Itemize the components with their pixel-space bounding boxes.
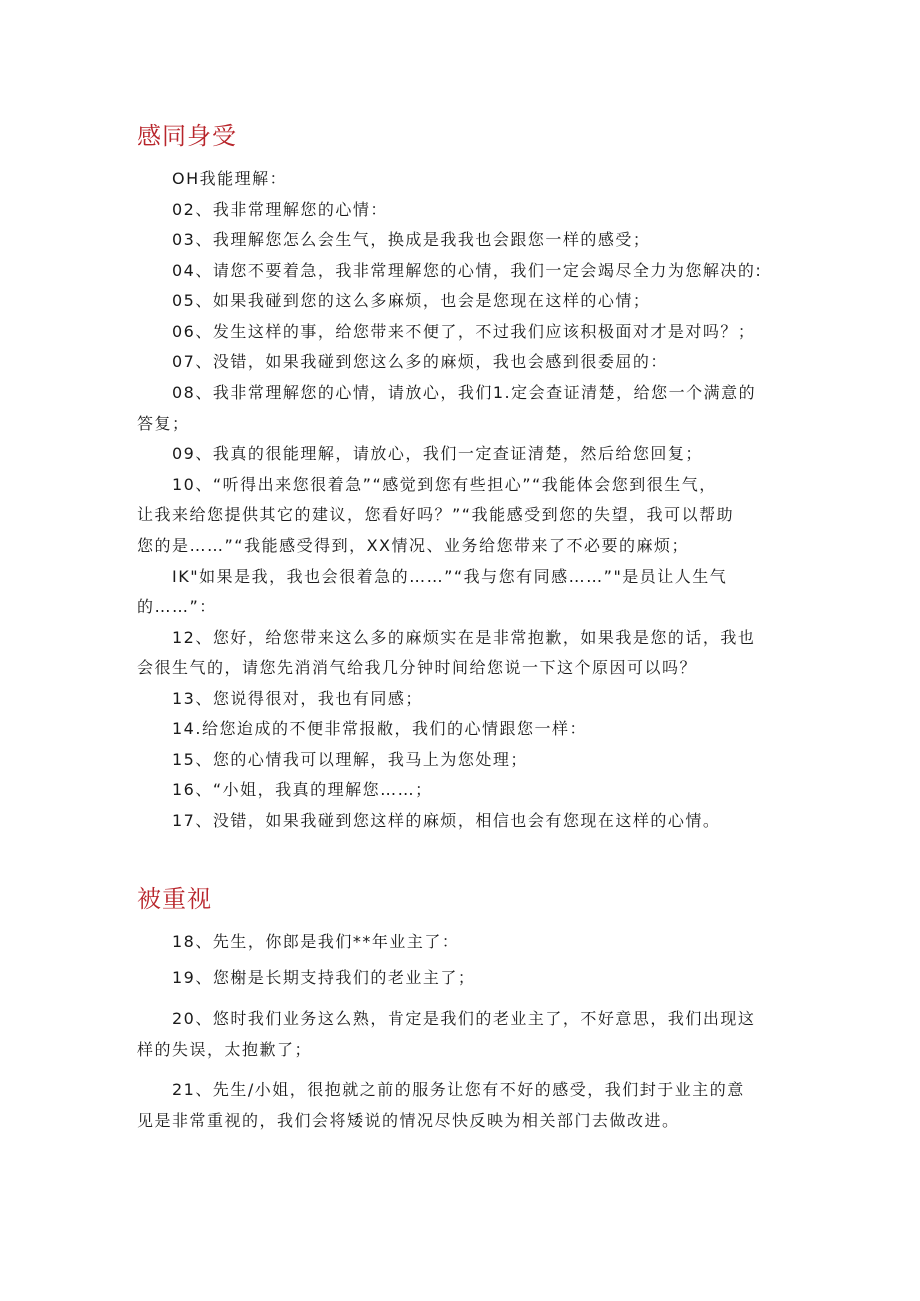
text-line: 您的是……”“我能感受得到，XX情况、业务给您带来了不必要的麻烦；	[137, 536, 690, 555]
text-line: 08、我非常理解您的心情，请放心，我们1.定会查证清楚，给您一个满意的	[172, 383, 757, 402]
text-line: 见是非常重视的，我们会将矮说的情况尽快反映为相关部门去做改进。	[137, 1111, 680, 1130]
text-line: 19、您榭是长期支持我们的老业主了；	[172, 968, 476, 987]
text-line: 答复；	[137, 414, 190, 433]
text-line: 让我来给您提供其它的建议，您看好吗？”“我能感受到您的失望，我可以帮助	[137, 505, 735, 524]
text-line: 04、请您不要着急，我非常理解您的心情，我们一定会竭尽全力为您解决的:	[172, 261, 763, 280]
section-heading-empathy: 感同身受	[137, 122, 237, 150]
text-line: 02、我非常理解您的心情：	[172, 200, 388, 219]
text-line: 12、您好，给您带来这么多的麻烦实在是非常抱歉，如果我是您的话，我也	[172, 628, 756, 647]
text-line: 16、“小姐，我真的理解您……；	[172, 780, 433, 799]
text-line: 13、您说得很对，我也有同感；	[172, 689, 423, 708]
text-line: IK"如果是我，我也会很着急的……”“我与您有同感……”"是员让人生气	[172, 567, 728, 586]
text-line: 09、我真的很能理解，请放心，我们一定查证清楚，然后给您回复；	[172, 444, 703, 463]
text-line: 18、先生，你郎是我们**年业主了：	[172, 932, 460, 951]
text-line: 03、我理解您怎么会生气，换成是我我也会跟您一样的感受；	[172, 230, 651, 249]
text-line: 的……”：	[137, 597, 217, 616]
text-line: 05、如果我碰到您的这么多麻烦，也会是您现在这样的心情；	[172, 291, 651, 310]
text-line: 17、没错，如果我碰到您这样的麻烦，相信也会有您现在这样的心情。	[172, 811, 721, 830]
text-line: 15、您的心情我可以理解，我马上为您处理；	[172, 750, 528, 769]
text-line: 会很生气的，请您先消消气给我几分钟时间给您说一下这个原因可以吗？	[137, 658, 698, 677]
text-line: 14.给您迨成的不便非常报敝，我们的心情跟您一样：	[172, 719, 587, 738]
text-line: 21、先生/小姐，很抱就之前的服务让您有不好的感受，我们封于业主的意	[172, 1080, 745, 1099]
text-line: 样的失误，太抱歉了；	[137, 1040, 313, 1059]
text-line: OH我能理解：	[172, 169, 288, 188]
text-line: 20、悠时我们业务这么熟，肯定是我们的老业主了，不好意思，我们出现这	[172, 1009, 756, 1028]
text-line: 07、没错，如果我碰到您这么多的麻烦，我也会感到很委屈的：	[172, 352, 668, 371]
text-line: 10、“听得出来您很着急”“感觉到您有些担心”“我能体会您到很生气，	[172, 475, 717, 494]
text-line: 06、发生这样的事，给您带来不便了，不过我们应该积极面对才是对吗？；	[172, 322, 756, 341]
section-heading-valued: 被重视	[137, 885, 212, 913]
